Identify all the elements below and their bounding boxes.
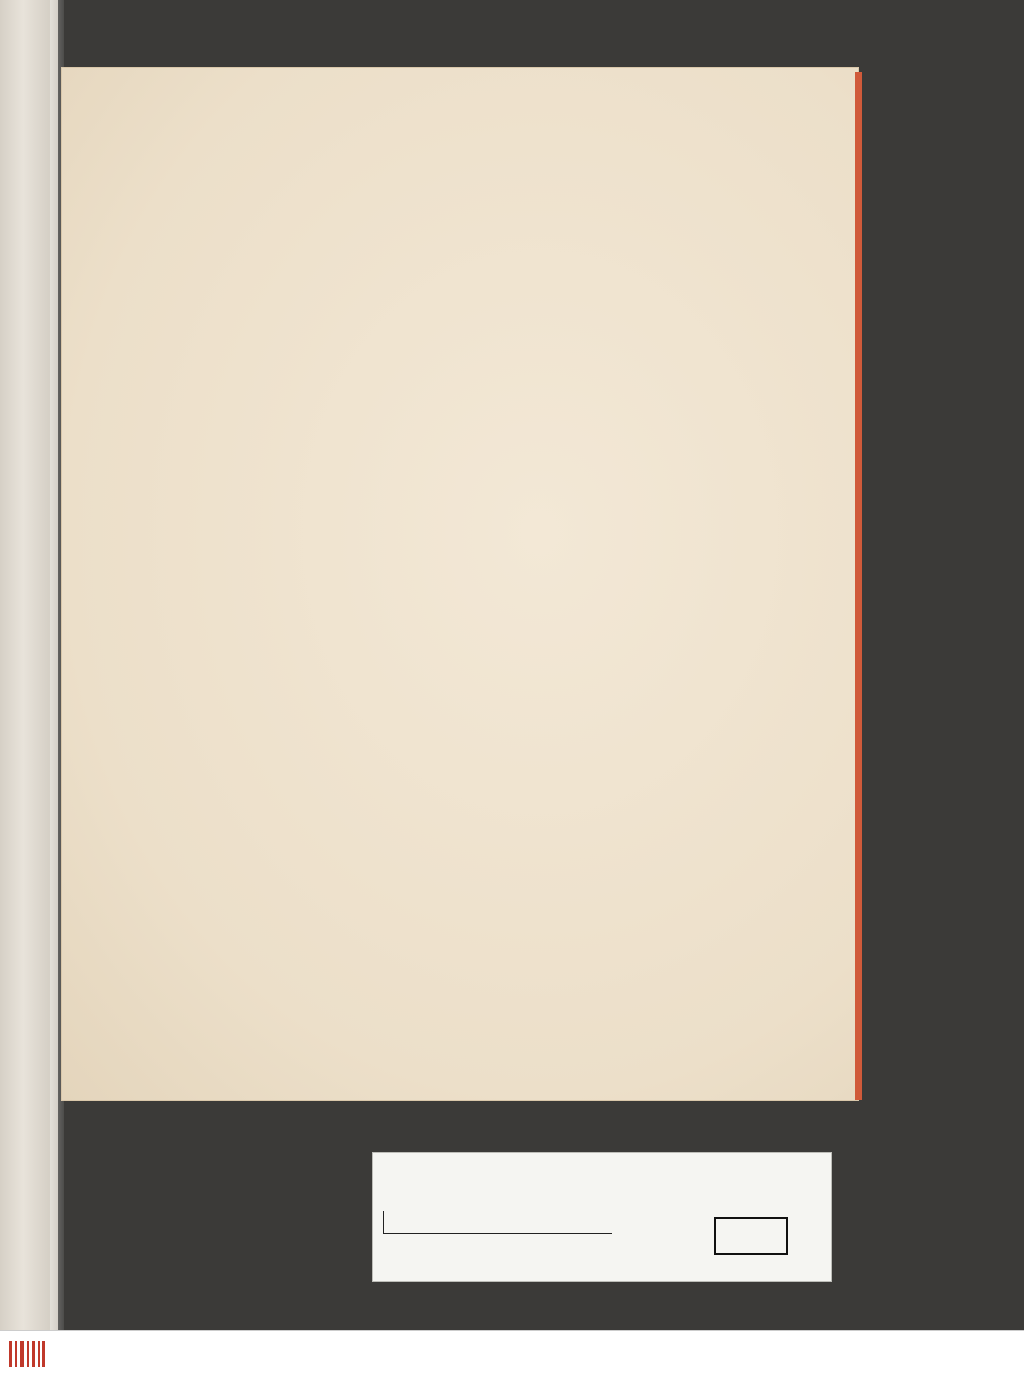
ruler-labels [379, 1247, 619, 1271]
library-label [372, 1152, 832, 1282]
viewer-footer [0, 1330, 1024, 1377]
book-page [62, 68, 858, 1100]
scale-ruler [383, 1211, 612, 1234]
page-red-edge [855, 72, 862, 1100]
gray-scale-swatches [714, 1217, 788, 1255]
hab-barcode-logo-icon [8, 1339, 46, 1369]
